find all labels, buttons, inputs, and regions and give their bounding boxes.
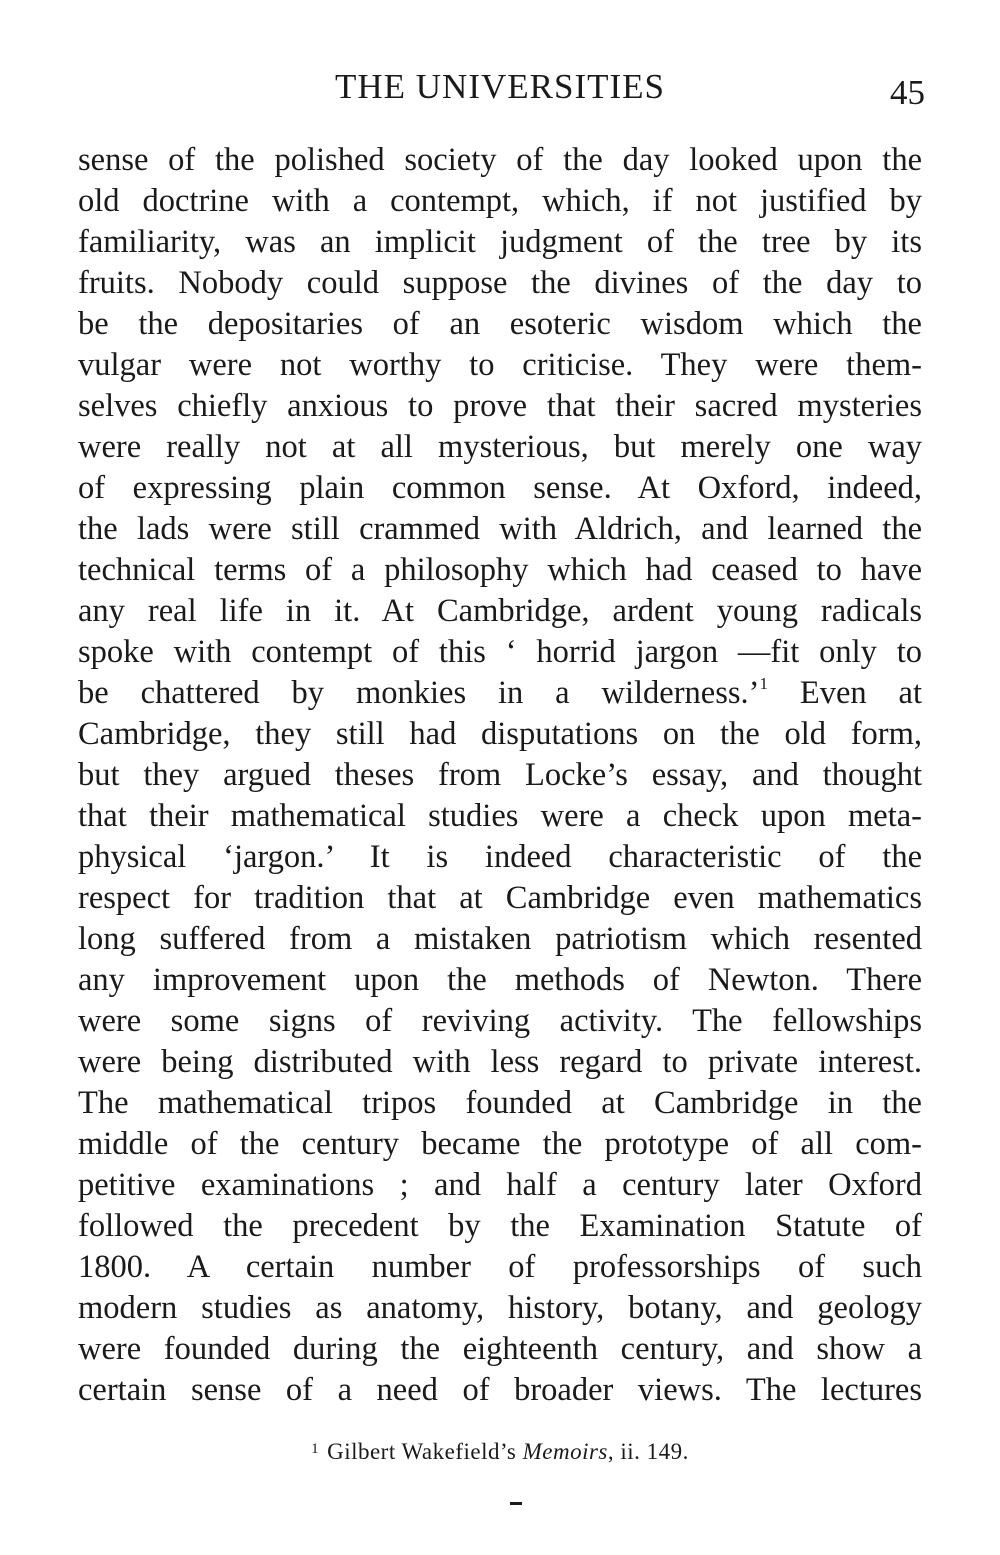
text-line: long suffered from a mistaken patriotism which resented [78,921,922,957]
text-line: 1800. A certain number of professorships of such [78,1249,922,1285]
text-line: modern studies as anatomy, history, botany, and geology [78,1290,922,1326]
text-line: were really not at all mysterious, but merely one way [78,429,922,465]
text-line: were founded during the eighteenth century, and show a [78,1331,922,1367]
text-line: that their mathematical studies were a check upon meta- [78,798,922,834]
text-line: sense of the polished society of the day looked upon the [78,142,922,178]
footnote-marker: 1 [311,1441,320,1457]
text-line: physical ‘jargon.’ It is indeed characteristic of the [78,839,922,875]
text-line: Cambridge, they still had disputations on the old form, [78,716,922,752]
text-line: petitive examinations ; and half a century later Oxford [78,1167,922,1203]
footnote-title: Memoirs [522,1439,608,1464]
text-line: be the depositaries of an esoteric wisdom which the [78,306,922,342]
text-line: selves chiefly anxious to prove that their sacred mysteries [78,388,922,424]
text-line: were being distributed with less regard to private interest. [78,1044,922,1080]
footnote-text-after: , ii. 149. [607,1439,689,1464]
text-line: respect for tradition that at Cambridge even mathematics [78,880,922,916]
running-head [0,62,1000,112]
text-line: old doctrine with a contempt, which, if not justified by [78,183,922,219]
text-line: any improvement upon the methods of Newton. There [78,962,922,998]
body-text [78,140,922,1411]
text-line: The mathematical tripos founded at Cambridge in the [78,1085,922,1121]
text-line: fruits. Nobody could suppose the divines of the day to [78,265,922,301]
text-line: of expressing plain common sense. At Oxford, indeed, [78,470,922,506]
printer-mark [510,1502,522,1505]
text-line: followed the precedent by the Examination Statute of [78,1208,922,1244]
text-line: the lads were still crammed with Aldrich, and learned the [78,511,922,547]
footnote [0,1432,1000,1469]
footnote-reference[interactable]: 1 [759,674,768,693]
text-line: middle of the century became the prototype of all com- [78,1126,922,1162]
line-tail: Even at [799,675,922,711]
text-line: technical terms of a philosophy which had ceased to have [78,552,922,588]
text-line: but they argued theses from Locke’s essay, and thought [78,757,922,793]
line-text: be chattered by monkies in a wilderness.’ [78,675,760,711]
footnote-text-before: Gilbert Wakefield’s [327,1439,517,1464]
text-line: familiarity, was an implicit judgment of the tree by its [78,224,922,260]
text-line: were some signs of reviving activity. The fellowships [78,1003,922,1039]
text-line-with-footnote-ref [78,673,922,714]
text-line: certain sense of a need of broader views. The lectures [78,1372,922,1408]
text-line: any real life in it. At Cambridge, ardent young radicals [78,593,922,629]
text-line: vulgar were not worthy to criticise. They were them- [78,347,922,383]
running-title: THE UNIVERSITIES [335,67,665,106]
page-number: 45 [890,73,925,112]
text-line: spoke with contempt of this ‘ horrid jargon —fit only to [78,634,922,670]
